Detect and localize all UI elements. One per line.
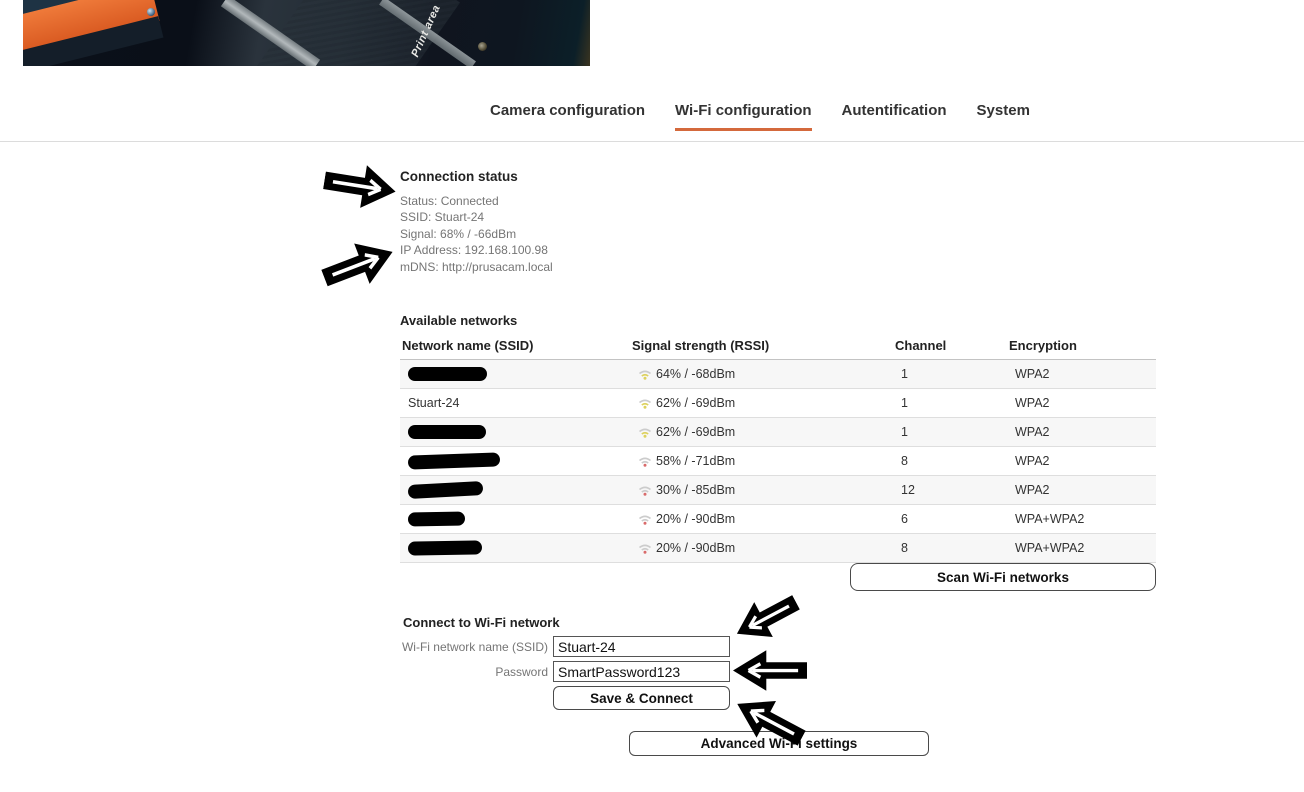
status-line-signal: Signal: 68% / -66dBm (400, 226, 517, 241)
network-channel-cell: 1 (893, 418, 1007, 447)
status-line-mdns: mDNS: http://prusacam.local (400, 259, 553, 274)
tab-camera-configuration[interactable]: Camera configuration (490, 102, 646, 119)
network-channel-cell: 8 (893, 447, 1007, 476)
network-signal-cell (630, 505, 893, 534)
network-ssid-cell (400, 360, 630, 389)
networks-table-header (400, 338, 1156, 360)
network-signal-cell (630, 447, 893, 476)
network-encryption-cell: WPA+WPA2 (1007, 534, 1156, 563)
network-encryption-cell: WPA+WPA2 (1007, 505, 1156, 534)
annotation-arrow-password-icon (733, 648, 807, 693)
network-ssid-cell (400, 505, 630, 534)
network-signal-cell (630, 360, 893, 389)
network-row[interactable] (400, 447, 1156, 476)
scan-wifi-button[interactable]: Scan Wi-Fi networks (850, 563, 1156, 591)
signal-text: 58% / -71dBm (656, 454, 736, 468)
tab-system[interactable]: System (976, 102, 1030, 119)
network-channel-cell: 6 (893, 505, 1007, 534)
save-connect-button[interactable]: Save & Connect (553, 686, 730, 710)
network-ssid-cell (400, 418, 630, 447)
advanced-wifi-settings-button[interactable]: Advanced Wi-Fi settings (629, 731, 929, 756)
tab-autentification[interactable]: Autentification (841, 102, 947, 119)
column-header-network-name-ssid: Network name (SSID) (400, 338, 630, 360)
password-field-label: Password (495, 665, 548, 679)
redaction-bar (408, 453, 500, 470)
column-header-channel: Channel (893, 338, 1007, 360)
network-row[interactable] (400, 476, 1156, 505)
redaction-bar (408, 367, 487, 381)
network-row[interactable] (400, 505, 1156, 534)
wifi-signal-icon (638, 397, 652, 409)
network-channel-cell: 1 (893, 389, 1007, 418)
available-networks-title: Available networks (400, 313, 518, 328)
network-row[interactable] (400, 360, 1156, 389)
network-ssid-cell: Stuart-24 (400, 389, 630, 418)
network-channel-cell: 12 (893, 476, 1007, 505)
network-signal-cell (630, 476, 893, 505)
network-encryption-cell: WPA2 (1007, 389, 1156, 418)
network-ssid-cell (400, 534, 630, 563)
wifi-signal-icon (638, 513, 652, 525)
status-line-status: Status: Connected (400, 194, 499, 208)
network-channel-cell: 8 (893, 534, 1007, 563)
wifi-signal-icon (638, 542, 652, 554)
redaction-bar (408, 425, 486, 439)
network-encryption-cell: WPA2 (1007, 360, 1156, 389)
tab-wi-fi-configuration[interactable]: Wi-Fi configuration (675, 102, 812, 131)
status-line-ssid: SSID: Stuart-24 (400, 210, 485, 225)
wifi-signal-icon (638, 426, 652, 438)
signal-text: 30% / -85dBm (656, 483, 736, 497)
column-header-encryption: Encryption (1007, 338, 1156, 360)
annotation-arrow-ssid-icon (727, 583, 807, 653)
status-line-ip-address: IP Address: 192.168.100.98 (400, 243, 548, 258)
signal-text: 20% / -90dBm (656, 512, 736, 526)
ssid-field-label: Wi-Fi network name (SSID) (401, 640, 548, 654)
redaction-bar (408, 512, 465, 527)
network-encryption-cell: WPA2 (1007, 476, 1156, 505)
signal-text: 64% / -68dBm (656, 367, 736, 381)
annotation-arrow-status-icon (321, 157, 400, 216)
ssid-input[interactable] (553, 636, 730, 657)
network-ssid-cell (400, 476, 630, 505)
print-area-label: Print area (409, 3, 443, 59)
network-signal-cell (630, 418, 893, 447)
wifi-signal-icon (638, 368, 652, 380)
connect-form-title: Connect to Wi-Fi network (403, 615, 560, 630)
network-channel-cell: 1 (893, 360, 1007, 389)
annotation-arrow-mdns-icon (316, 230, 401, 301)
signal-text: 20% / -90dBm (656, 541, 736, 555)
network-row[interactable] (400, 534, 1156, 563)
network-signal-cell (630, 534, 893, 563)
screw-icon (478, 42, 487, 51)
network-encryption-cell: WPA2 (1007, 447, 1156, 476)
signal-text: 62% / -69dBm (656, 425, 736, 439)
connection-status-title: Connection status (400, 169, 518, 184)
wifi-signal-icon (638, 455, 652, 467)
network-signal-cell (630, 389, 893, 418)
networks-table (400, 338, 1156, 563)
camera-snapshot (23, 0, 590, 66)
signal-text: 62% / -69dBm (656, 396, 736, 410)
redaction-bar (408, 481, 484, 499)
bolt-highlight (147, 8, 155, 16)
redaction-bar (408, 541, 482, 556)
connection-status-lines (400, 193, 553, 275)
network-encryption-cell: WPA2 (1007, 418, 1156, 447)
wifi-signal-icon (638, 484, 652, 496)
tab-bar (490, 102, 1030, 131)
network-ssid-cell (400, 447, 630, 476)
network-row[interactable] (400, 418, 1156, 447)
password-input[interactable] (553, 661, 730, 682)
column-header-signal-strength-rssi: Signal strength (RSSI) (630, 338, 893, 360)
network-row[interactable] (400, 389, 1156, 418)
tabs-divider (0, 141, 1304, 142)
